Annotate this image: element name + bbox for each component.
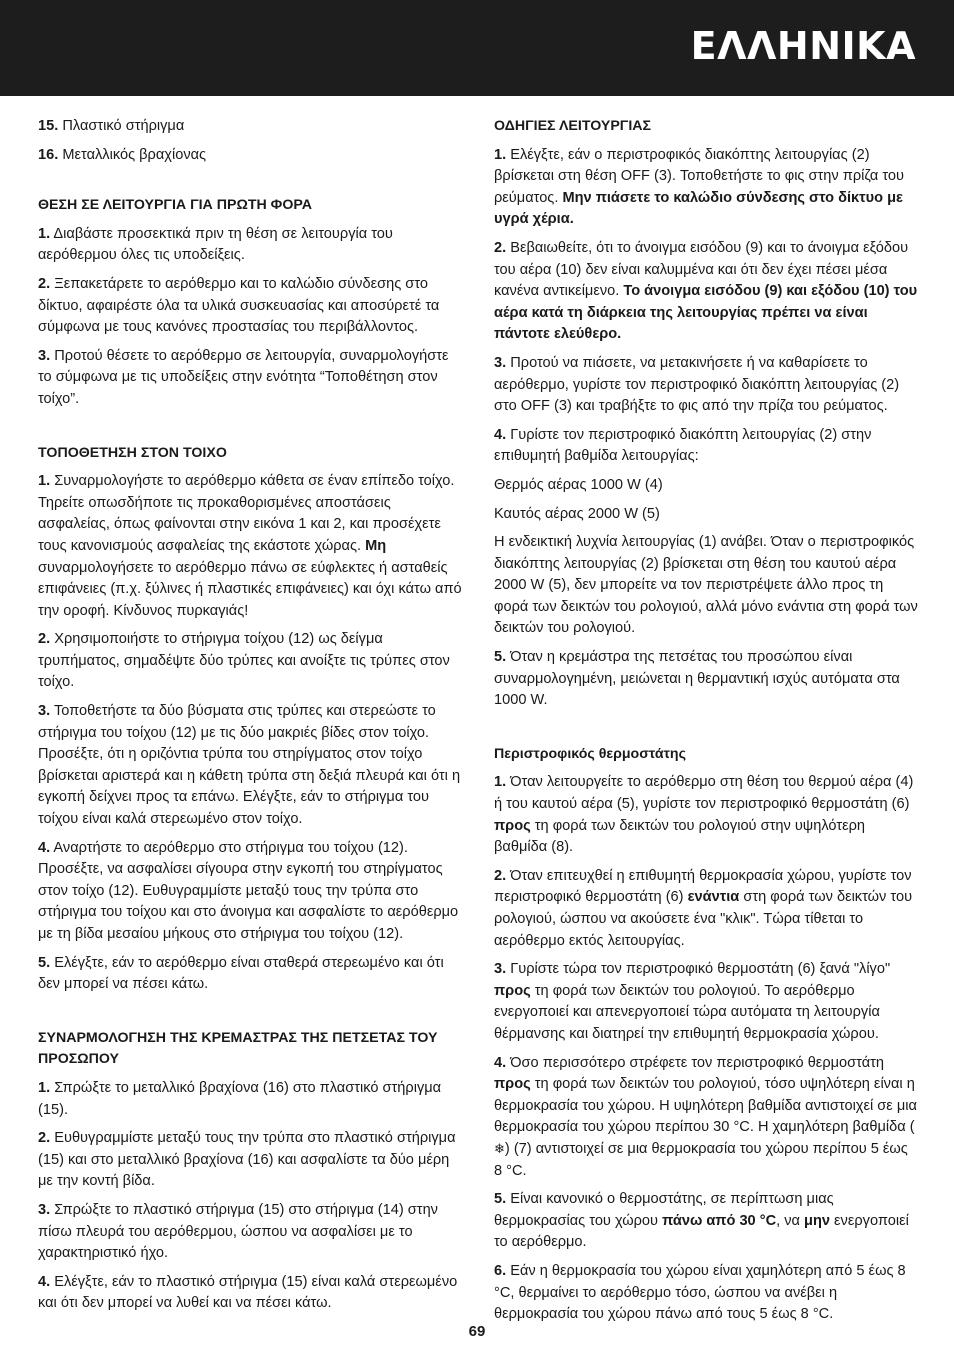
operating-item: 4. Γυρίστε τον περιστροφικό διακόπτη λειτουργίας (2) στην επιθυμητή βαθμίδα λειτουργίας: <box>494 426 872 465</box>
right-column <box>494 116 918 1333</box>
section-heading-operating: ΟΔΗΓΙΕΣ ΛΕΙΤΟΥΡΓΙΑΣ <box>494 118 652 134</box>
thermostat-item: 2. Όταν επιτευχθεί η επιθυμητή θερμοκρασία χώρου, γυρίστε τον περιστροφικό θερμοστάτη (6) ενάντια στη φορά των δεικτών του ρολογιού, ώσπου να ακούσετε ένα "κλικ". Τώρα τίθεται το αερόθερμο εκτός λειτουργίας. <box>494 867 913 949</box>
towel-rack-item: 3. Σπρώξτε το πλαστικό στήριγμα (15) στο στήριγμα (14) στην πίσω πλευρά του αερόθερμου, ώσπου να ασφαλίσει με το χαρακτηριστικό ήχο. <box>38 1201 438 1262</box>
towel-rack-item: 4. Ελέγξτε, εάν το πλαστικό στήριγμα (15) είναι καλά στερεωμένο και ότι δεν μπορεί να λυθεί και να πέσει κάτω. <box>38 1273 458 1312</box>
section-heading-first-use: ΘΕΣΗ ΣΕ ΛΕΙΤΟΥΡΓΙΑ ΓΙΑ ΠΡΩΤΗ ΦΟΡΑ <box>38 197 313 214</box>
warm-air-setting: Θερμός αέρας 1000 W (4) <box>494 476 663 493</box>
thermostat-item: 1. Όταν λειτουργείτε το αερόθερμο στη θέση του θερμού αέρα (4) ή του καυτού αέρα (5), γυρίστε τον περιστροφικό θερμοστάτη (6) προς τη φορά των δεικτών του ρολογιού στην υψηλότερη βαθμίδα (8). <box>494 774 914 856</box>
first-use-item: 3. Προτού θέσετε το αερόθερμο σε λειτουργία, συναρμολογήστε το σύμφωνα με τις υποδείξεις στην ενότητα “Τοποθέτηση στον τοίχο”. <box>38 347 449 407</box>
operating-item: 2. Βεβαιωθείτε, ότι το άνοιγμα εισόδου (9) και το άνοιγμα εξόδου του αέρα (10) δεν είναι καλυμμένα και ότι δεν έχει πέσει μέσα κανένα αντικείμενο. Το άνοιγμα εισόδου (9) και εξόδου (10) του αέρα κατά τη διάρκεια της λειτουργίας πρέπει να είναι πάντοτε ελεύθερο. <box>494 239 918 343</box>
towel-rack-item: 2. Ευθυγραμμίστε μεταξύ τους την τρύπα στο πλαστικό στήριγμα (15) και στο μεταλλικό βραχίονα (16) και ασφαλίστε τα δύο μέρη με την κοντή βίδα. <box>38 1130 456 1190</box>
thermostat-item: 5. Είναι κανονικό ο θερμοστάτης, σε περίπτωση μιας θερμοκρασίας του χώρου πάνω από 30 °C, να μην ενεργοποιεί το αερόθερμο. <box>494 1191 909 1251</box>
header-bar <box>0 0 954 96</box>
wall-mount-item: 3. Τοποθετήστε τα δύο βύσματα στις τρύπες και στερεώστε το στήριγμα του τοίχου (12) με τις δύο μακριές βίδες στον τοίχο. Προσέξτε, ότι η οριζόντια τρύπα του στηρίγματος στον τοίχο βρίσκεται αριστερά και η κάθετη τρύπα στη δεξιά πλευρά και ότι η εγκοπή δείχνει προς τα επάνω. Ελέγξτε, εάν το στήριγμα του τοίχου είναι καλά στερεωμένο στον τοίχο. <box>38 703 461 828</box>
hot-air-setting: Καυτός αέρας 2000 W (5) <box>494 505 660 522</box>
wall-mount-item: 4. Αναρτήστε το αερόθερμο στο στήριγμα του τοίχου (12). Προσέξτε, να ασφαλίσει σίγουρα στην εγκοπή του στηρίγματος στον τοίχο (12). Ευθυγραμμίστε μεταξύ τους την τρύπα στο στήριγμα του τοίχου και στο άνοιγμα και ασφαλίστε το αερόθερμο με τη βίδα μεσαίου μήκους στο στήριγμα του τοίχου (12). <box>38 839 459 942</box>
first-use-item: 2. Ξεπακετάρετε το αερόθερμο και το καλώδιο σύνδεσης στο δίκτυο, αφαιρέστε όλα τα υλικά συσκευασίας και αποσύρετέ τα σύμφωνα με τους κανόνες προστασίας του περιβάλλοντος. <box>38 275 440 336</box>
section-heading-towel-rack: ΣΥΝΑΡΜΟΛΟΓΗΣΗ ΤΗΣ ΚΡΕΜΑΣΤΡΑΣ ΤΗΣ ΠΕΤΣΕΤΑΣ ΤΟΥ ΠΡΟΣΩΠΟΥ <box>38 1029 438 1068</box>
parts-list-item: 15. Πλαστικό στήριγμα <box>38 118 185 134</box>
indicator-paragraph: Η ενδεικτική λυχνία λειτουργίας (1) ανάβει. Όταν ο περιστροφικός διακόπτης λειτουργίας (2) βρίσκεται στη θέση του καυτού αέρα 2000 W (5), δεν μπορείτε να τον περιστρέψετε άλλο προς τη φορά των δεικτών του ρολογιού, αλλά μόνο ενάντια στη φορά των δεικτών του ρολογιού. <box>494 534 918 637</box>
left-column <box>38 116 466 1322</box>
section-heading-wall-mount: ΤΟΠΟΘΕΤΗΣΗ ΣΤΟΝ ΤΟΙΧΟ <box>38 444 227 461</box>
towel-rack-item: 1. Σπρώξτε το μεταλλικό βραχίονα (16) στο πλαστικό στήριγμα (15). <box>38 1079 442 1118</box>
thermostat-item: 3. Γυρίστε τώρα τον περιστροφικό θερμοστάτη (6) ξανά "λίγο" προς τη φορά των δεικτών του ρολογιού. Το αερόθερμο ενεργοποιεί και απενεργοποιεί τώρα αυτόματα τη λειτουργία θέρμανσης και διατηρεί την επιθυμητή θερμοκρασία χώρου. <box>494 961 891 1042</box>
snowflake-icon: ❄ <box>494 1140 505 1156</box>
operating-item: 3. Προτού να πιάσετε, να μετακινήσετε ή να καθαρίσετε το αερόθερμο, γυρίστε τον περιστροφικό διακόπτη λειτουργίας (2) στο OFF (3) και τραβήξτε το φις από την πρίζα του ρεύματος. <box>494 354 900 415</box>
operating-item: 1. Ελέγξτε, εάν ο περιστροφικός διακόπτης λειτουργίας (2) βρίσκεται στη θέση OFF (3). Τοποθετήστε το φις στην πρίζα του ρεύματος. Μην πιάσετε το καλώδιο σύνδεσης στο δίκτυο με υγρά χέρια. <box>494 146 904 228</box>
section-heading-thermostat: Περιστροφικός θερμοστάτης <box>494 745 686 762</box>
operating-item: 5. Όταν η κρεμάστρα της πετσέτας του προσώπου είναι συναρμολογημένη, μειώνεται η θερμαντική ισχύς αυτόματα στα 1000 W. <box>494 649 900 709</box>
page-number: 69 <box>468 1323 486 1340</box>
page-title: ΕΛΛΗΝΙΚΑ <box>690 24 916 68</box>
thermostat-item: 4. Όσο περισσότερο στρέφετε τον περιστροφικό θερμοστάτη προς τη φορά των δεικτών του ρολογιού, τόσο υψηλότερη είναι η θερμοκρασία του χώρου. Η υψηλότερη βαθμίδα αντιστοιχεί σε μια θερμοκρασία του χώρου περίπου 30 °C. Η χαμηλότερη βαθμίδα (❄) (7) αντιστοιχεί σε μια θερμοκρασία του χώρου περίπου 5 έως 8 °C. <box>494 1054 917 1179</box>
first-use-item: 1. Διαβάστε προσεκτικά πριν τη θέση σε λειτουργία του αερόθερμου όλες τις υποδείξεις. <box>38 225 393 264</box>
wall-mount-item: 5. Ελέγξτε, εάν το αερόθερμο είναι σταθερά στερεωμένο και ότι δεν μπορεί να πέσει κάτω. <box>38 954 444 993</box>
wall-mount-item: 2. Χρησιμοποιήστε το στήριγμα τοίχου (12) ως δείγμα τρυπήματος, σημαδέψτε δύο τρύπες και ανοίξτε τις τρύπες στον τοίχο. <box>38 631 450 691</box>
wall-mount-item: 1. Συναρμολογήστε το αερόθερμο κάθετα σε έναν επίπεδο τοίχο. Τηρείτε οπωσδήποτε τις προκαθορισμένες αποστάσεις ασφαλείας, όπως φαίνονται στην εικόνα 1 και 2, και προσέχετε τους κανονισμούς ασφαλείας της εκάστοτε χώρας. Μη συναρμολογήσετε το αερόθερμο πάνω σε εύφλεκτες ή ασταθείς επιφάνειες (π.χ. ξύλινες ή πλαστικές επιφάνειες) και όχι κάτω από την οροφή. Κίνδυνος πυρκαγιάς! <box>38 473 462 619</box>
thermostat-item: 6. Εάν η θερμοκρασία του χώρου είναι χαμηλότερη από 5 έως 8 °C, θερμαίνει το αερόθερμο τόσο, ώσπου να ανέβει η θερμοκρασία του χώρου πάνω από τους 5 έως 8 °C. <box>494 1262 906 1323</box>
parts-list-item: 16. Μεταλλικός βραχίονας <box>38 146 207 163</box>
